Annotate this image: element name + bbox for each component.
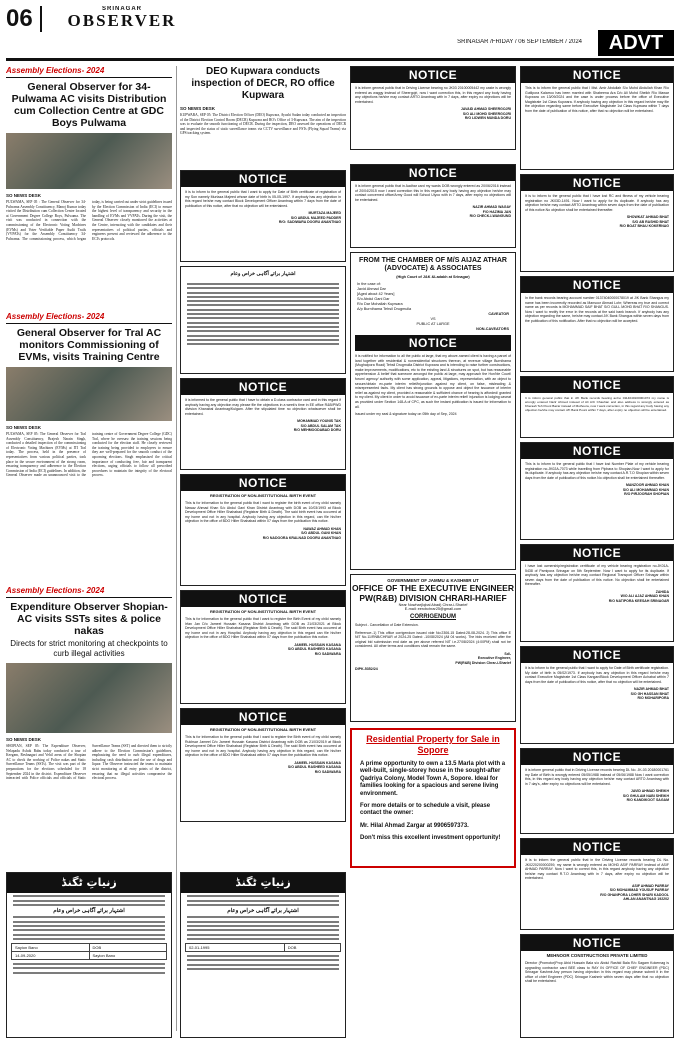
notice-bank-address [520, 376, 674, 438]
masthead-logo [58, 6, 186, 34]
sig-line: S/O ABDUL MAJEED PADDER [290, 215, 341, 220]
sig-line: SHOWKAT AHMAD BHAT [626, 215, 669, 220]
notice-subtitle: MEHNOOR CONSTRUCTIONS PRIVATE LIMITED [546, 953, 648, 958]
chamber-issued: Issued under my seal & signature today on 05th day of Sep, 2024 [355, 412, 457, 417]
case-line: R/o Dar Mohallah Kupwara [357, 302, 403, 306]
urdu-ad-right [180, 872, 346, 1038]
urdu-ad-title: زنیاتِ ٹگنڈ [61, 876, 117, 889]
urdu-ad-headline: اشتہار برائے آگاہی خراص وعام [53, 908, 125, 915]
notice-text: It is inform general public that in Aadhar card my wards DOB wrongly entered as 20/06/2016 instead of 20/04/2015 now I want correction this in this regard any body having any objection he/she may contact concerned office/Army Good will School Uiyoo with in 7 days, after expiry no objections will be entertained. [355, 184, 511, 202]
corrigendum-signature [351, 652, 515, 668]
story-byline: SO NEWS DESK [6, 193, 42, 198]
notice-birth-irfan [180, 590, 346, 704]
case-line: NON-CAVEATORS [476, 327, 509, 331]
urdu-text-block [181, 283, 345, 345]
story-photo [6, 367, 172, 421]
notice-text: It is to inform to the general public that I have lost RC and fitness of my vehicle bearing registration no JK03D-1491. Now I want to apply for its duplicate. If anybody has any objection he/she may contact ARTO Anantnag within seven days from the date of publication of this notice.No objection shall be entertained thereafter. [525, 194, 669, 212]
sig-line: S/O ALI MOHAMMAD KHAN [622, 487, 669, 492]
notice-aadhar-dob [350, 164, 516, 248]
notice-title: NOTICE [181, 379, 345, 395]
notice-title: NOTICE [181, 591, 345, 607]
notice-text: Director (Promotor)Prop Abid Hussain Bala s/o Abdul Rashid Bala R/o Sagam Kokernag is upgrading contractor card BEE class to RAY IN OFFICE OF CHIEF ENGINEER (PDC) Srinagar Kashmir.Any person having objection in this regard may please submit it in the office of chief Engineer (PDC) Srinagar Kashmir within seven days after that no objection shall be entertained. [525, 961, 669, 984]
sig-line: R/O MOHARIPORA [637, 696, 669, 701]
notice-signature [181, 419, 345, 435]
table-cell: 02-01-1995 [186, 943, 285, 951]
notice-birth-rukhsar [180, 708, 346, 822]
sig-line: R/O SADIWARA [314, 651, 341, 656]
urdu-ad-headline: اشتہار برائے آگاہی خراص وعام [227, 908, 299, 915]
notice-title: NOTICE [351, 165, 515, 181]
sig-line: R/O CHECK-I-WANGUND [469, 214, 511, 219]
story-headline: General Observer for 34-Pulwama AC visits Distribution cum Collection Centre at GDC Boys Pulwama [11, 81, 167, 129]
urdu-text-block [7, 916, 171, 939]
notice-text: In the bank records bearing account number 01374040000078019 at J/K Bank Shangus my name has been incorrectly recorded as Mansoor Ahmad Lohr; Whereas my true and correct name as per records is MOHAMMAD SAIF BHAT S/O GULL MOHD BHAT R/O SHANGUS. Now I want to rectify the error in the records at the said bank branch. If anybody has any objection regarding the same, he/she may contact J/K Bank Shangus within seven days from the publication of this notification. After that no objection will be accepted. [525, 296, 669, 323]
notice-subtitle: REGISTRATION OF NON-INSTITUTIONAL BIRTH EVENT [209, 493, 317, 498]
notice-dl-name [520, 838, 674, 930]
story-body: SHOPIAN, SEP 05: The Expenditure Observer, Nelapadu Ashok Babu today conducted a tour of Keegam, Reshnagari and Vehil areas of the Shopian AC to check the working of Police nakas and Static Surveillance Teams (SSTs). The visit was part of the preparations for the elections scheduled for 18 September 2024 in the district. Expenditure Observer interacted with Police officials and officials of Static Surveillance Teams (SST) and directed them to strictly adhere to the Election Commission's guidelines, emphasizing the need to curb illegal expenditures, including cash distribution and the use of drugs and liquor. The Observer instructed the teams to maintain strict monitoring at all entry points of the district, ensuring that no illegal activities compromise the electoral process. [6, 744, 172, 781]
notice-mehnoor [520, 934, 674, 1038]
notice-text: It is informed to the general public that I have to obtain a D-class contractor card and in this regard if anybody having any objection may please file the objections in a week's time in EE office R&B/PWD division Khanabal Anantnag/Kulgam. After the stipulated time no objection whatsoever shall be entertained. [185, 398, 341, 416]
notice-text: It is inform general public that in Driving License records bearing DL No. JK-03 20180001761 my Date of Birth is wrongly entered 05/05/1988 instead of 05/06/1988 Now I want correction this, in this regard any body having any objection he/she may contact ARTO Anantnag with in 7 day's, after expiry no objections will be entertained. [525, 768, 669, 786]
property-title: Residential Property for Sale in Sopore [366, 734, 500, 755]
case-line: [Aged about 42 Years] [357, 292, 395, 296]
notice-text: This is for information to the general public that I want to register the Birth Event of my child namely Irfan Jan D/o Jameel Hussain Kasana District Anantnag with DOB as 21/03/2021 at Block Development Office Hiller Shahabad (Registrar Birth & Death). The said Birth event has occurred at my home and not in any Hospital. Anybody having any objection in this regard can file his/her objection in the office of BDO Hiller Shahabad within 07 days from the publication this notice. [185, 617, 341, 640]
gov-email: E-mail: eercbchrar25@gmail.com [404, 607, 462, 611]
notice-text: It is to inform to the general public that I want to apply for Date of Birth certificate of registration of my Son namely Murtaza Majeed whose date of birth is 05-05-1997. If anybody has any objection in this regard he/she may contact Block Development Officer Anantnag within 7 days from the date of publication of this notice, after that no objection will be entertained. [185, 190, 341, 208]
notice-title: NOTICE [521, 277, 673, 293]
case-line: PUBLIC AT LARGE [416, 322, 450, 326]
gov-address: Near Nowhar(Iqbal Abad) Chrar-i-Sharief [398, 603, 468, 607]
chamber-court: (High Court of J&K &Ladakh at Srinagar) [396, 275, 470, 279]
sig-line: S/O ABDUL SALAM TAK [300, 423, 341, 428]
notice-signature [181, 527, 345, 543]
notice-lost-rc [520, 174, 674, 272]
corrigendum-text: Reference:-1) This office corrigendum issued vide No:2306-15 Dated:28-08-2024. 2) This office E NIT No.11/RNB/CHRAR of 2024-25 Dated: -10/08/2024 (All 04 works). The bids received after the original bid submission end date as per above referred NIT i.e.27/08/2024 (4:00PM) shall not be considered. All other terms and conditions shall remain the same. [355, 630, 511, 649]
sig-line: S/O GHULAM NABI SHEIKH [622, 793, 669, 798]
story-body: PULWAMA, SEP 05: The General Observer for Tral Assembly Constituency, Brajesh Narain Singh, conducted a detailed inspection of the commissioning of Electronic Voting Machines (EVMs) at ITI Tral today. The process, held in the presence of representatives from various political parties, took place in the secure environment of the strong room, ensuring transparency and adherence to the Election Commission of India (ECI) guidelines. In addition, the General Observer made an unannounced visit to the training centre of Government Degree College (GDC) Tral, where he oversaw the training sessions being conducted for the election staff. He closely reviewed the training being provided to employees to ensure they are well-prepared for the smooth conduct of the upcoming elections. Singh emphasized the critical importance of conducting free, fair and transparent elections, urging officials to follow all prescribed procedures to maintain the integrity of the electoral process. [6, 432, 172, 478]
case-line: A/p Burnihama Tehsil Drugmulla [357, 307, 412, 311]
notice-caste-correction [350, 66, 516, 150]
notice-title: NOTICE [521, 67, 673, 83]
notice-birth-murtaza [180, 170, 346, 262]
urdu-ad-header [7, 873, 171, 893]
story-headline: General Observer for Tral AC monitors Commissioning of EVMs, visits Training Centre [16, 327, 162, 363]
notice-title: NOTICE [181, 475, 345, 491]
sig-line: AHLAN ANANTNAG 192202 [623, 897, 669, 902]
sig-line: S/O GH HASSAN BHAT [630, 691, 669, 696]
sig-line: R/O SADIWARA [314, 769, 341, 774]
sig-line: MURTAZA MAJEED [308, 211, 341, 216]
header-rule [6, 58, 674, 61]
sig-line: S/O ABDUL RASHEED KASANA [287, 647, 341, 652]
notice-signature [521, 687, 673, 703]
urdu-notice [180, 266, 346, 374]
notice-title: NOTICE [521, 839, 673, 855]
notice-signature [181, 761, 345, 777]
sig-line: W/O ALI AJAZ AHMAD KHAN [620, 594, 669, 599]
story-body: KUPWARA, SEP 05: The District Election Officer (DEO) Kupwara, Ayushi Sudan today conducted an inspection of the District Election Control Room (DECR) Kupwara and RO's Office of 3-Kupwara. The aim of the inspection was to evaluate the smooth functioning of DECR. During the inspection, DEO assessed the operations of DECR and inspected the status of static surveillance teams via CCTV surveillance and FSTs (Flying Squad Teams) via GPS tracking system. [180, 113, 346, 136]
urdu-text-block [7, 963, 171, 974]
case-line: VS [430, 317, 436, 321]
sig-line: PW(R&B) Division Chrar-i-Sharief [455, 660, 511, 665]
urdu-ad-header [181, 873, 345, 893]
sig-line: R/O KANDIKOOT SAGAM [626, 798, 669, 803]
table-cell: 14-09-2020 [12, 951, 90, 959]
story-byline: SO NEWS DESK [6, 737, 42, 742]
notice-text: This is to inform the general public that I Mst. Amir Abdullah S/o Mohd Abdullah Khan R/o Gutlipora Kalarroo has been married with Shabeena Ara D/o Ali Mohd Sheikh R/o Mawar Kupwara on 13/09/2024 and the case is under process before the office of Executive Magistrate 1st Class Kupwara. If anybody having any objection in this regard he/she may file the objection regarding same before Executive Magistrate 1st Class Kupwara within 7 days from the date of publication of this notice, after that no objection will be entertained. [525, 86, 669, 113]
story-body: PULWAMA, SEP 05 : The General Observer for 34-Pulwama Assembly Constituency, Manoj Kumar today visited the Distribution cum Collection Centre located at Government Degree College Boys, Pulwama. The visit was conducted in connection with the commissioning of the Electronic Voting Machines (EVMs) and Voter Verifiable Paper Audit Trails (VVPATs) for the Assembly Constituency 34-Pulwama. The commissioning process, which began today, is being carried out under strict guidelines issued by the Election Commission of India (ECI) to ensure the highest level of transparency and security in the handling of EVMs and VVPATs. During the visit, the General Observer closely monitored the activities at the Centre, interacting with the candidates and their representatives of political parties, officials and engineers present and reviewed the adherence to the ECI's protocols. [6, 200, 172, 241]
sig-line: ZAHIDA [655, 589, 669, 594]
table-cell: Sayion Bano [12, 943, 90, 951]
notice-number-plate [520, 442, 674, 540]
sig-line: R/O GHANPORA LOHER SHARI KADOOL [600, 892, 669, 897]
table-cell: DOB [89, 943, 167, 951]
notice-title: NOTICE [181, 709, 345, 725]
masthead-divider [40, 6, 42, 32]
notice-contractor-card [180, 378, 346, 470]
sig-line: R/O PIRJOORAH SHOPIAN [624, 492, 669, 497]
notice-signature [521, 789, 673, 805]
notice-signature [521, 215, 673, 231]
dateline: SRINAGAR /FRIDAY / 06 SEPTEMBER / 2024 [457, 39, 582, 45]
sig-line: S/O AB RASHID BHAT [632, 219, 669, 224]
sig-line: S/O ABDUL RASHEED KASANA [287, 765, 341, 770]
case-line: S/o Abdul Gani Dar [357, 297, 390, 301]
story-photo [6, 663, 172, 733]
section-label: ADVT [598, 30, 674, 56]
property-contact: For more details or to schedule a visit, please contact the owner: [360, 803, 491, 817]
story-shopian [6, 586, 172, 876]
kicker-rule [6, 77, 172, 78]
chamber-title: FROM THE CHAMBER OF M/S AIJAZ ATHAR (ADVOCATE) & ASSOCIATES [359, 257, 507, 272]
gov-office: OFFICE OF THE EXECUTIVE ENGINEER PW(R&B) DIVISION CHRARI-HARIEF [352, 583, 514, 603]
table-cell: DOB [284, 943, 340, 951]
story-tral [6, 312, 172, 560]
notice-subtitle: REGISTRATION OF NON-INSTITUTIONAL BIRTH EVENT [209, 727, 317, 732]
urdu-text-block [7, 895, 171, 906]
urdu-notice-title: اشتہار برائے آگاہی خراص وعام [230, 271, 296, 277]
story-kicker: Assembly Elections- 2024 [6, 312, 105, 321]
column-separator [176, 66, 177, 1031]
sig-line: R/O: SADIWARA DOORU ANANTNAG [278, 220, 341, 225]
urdu-ad-table [11, 943, 167, 960]
notice-title: NOTICE [355, 335, 511, 351]
sig-line: R/O LIDWEN MUNDA DORU [464, 116, 511, 121]
story-byline: SO NEWS DESK [6, 425, 42, 430]
urdu-ad-left [6, 872, 172, 1038]
urdu-ad-title: زنیاتِ ٹگنڈ [235, 876, 291, 889]
case-line: In the case of: [357, 282, 381, 286]
logo-big: OBSERVER [67, 11, 177, 30]
story-headline: DEO Kupwara conducts inspection of DECR, RO office Kupwara [191, 66, 335, 101]
sig-line: ASIF AHMAD PARRAY [631, 883, 669, 888]
chamber-caveat-notice [350, 252, 516, 570]
logo-small: SRINAGAR [101, 6, 142, 12]
notice-dl-dob [520, 748, 674, 834]
notice-title: NOTICE [181, 171, 345, 187]
sig-line: S/O ABDUL GANI KHAN [301, 531, 341, 536]
story-kicker: Assembly Elections- 2024 [6, 586, 105, 595]
sig-line: F/O HAZIMA JAN [482, 209, 511, 214]
sig-line: Executive Engineer, [477, 656, 511, 661]
chamber-text: It is notified for information to all the public at large, that my above-named client is having a parcel of land together with residential & nonresidential structures thereon, at revenue village Burnihama (Mughalpora Road) Tehsil Drugmulla District Kupwara and is intending to raise further constructions, make improvements, modifications, etc to the existing land & structures on spot, but has reasonable apprehension & belief that someone amongst the public at large, may approach the Hon'ble Court/ forum/ agency/ authority with some application, appeal, litigations, representation, with an object to secure/obtain ex-parte interim relief/injunction against my client, on false, misleading & misrepresented facts. My client has strong grounds to oppose and object the issuance of interim relief as against my client, provided a reasonable & sufficient chance of hearing is afforded/ granted to my client. My client in order to avoid issuance of ex-parte interim relief/ injunction is lodging caveat as provided under Section 148-A of CPC, as such the instant publication is issued for information to all. [355, 354, 511, 409]
notice-signature [351, 205, 515, 221]
property-owner: Mr. Hilal Ahmad Zargar at 9906597373. [360, 822, 469, 829]
notice-signature [521, 483, 673, 499]
case-line: Javid Ahmad Dar [357, 287, 386, 291]
story-byline: SO NEWS DESK [180, 106, 216, 111]
notice-title: NOTICE [521, 377, 673, 393]
sig-line: R/O BOAT BHAU KOKERNAG [619, 224, 669, 229]
story-pulwama [6, 66, 172, 306]
notice-signature [521, 884, 673, 904]
notice-birth-nawaz [180, 474, 346, 586]
sig-line: JAMEEL HUSSAIN KASANA [294, 642, 341, 647]
notice-title: NOTICE [521, 749, 673, 765]
sig-line: S/O ALI MOHD SHEERGOJRI [462, 111, 511, 116]
urdu-text-block [181, 955, 345, 970]
notice-signature [181, 643, 345, 659]
sig-line: MOHAMMAD YOUNIS TAK [297, 419, 341, 424]
sig-line: JAVAID AHMAD SHEERGOJRI [460, 107, 511, 112]
notice-dob-nazir [520, 646, 674, 744]
sig-line: NAZIR AHMAD BHAT [634, 687, 669, 692]
urdu-text-block [181, 916, 345, 939]
page-number: 06 [6, 5, 33, 32]
notice-text: It is to inform to the general public that I want to apply for Date of Birth certificate registration. My date of birth is 05/02/1973. If anybody has any objection in this regard he/she may contact Executive Magistrate 1st Class Kangan/Block Development Officer Achabal within 7 days from the date of publication of this notice, after that no objection will be entertained. [525, 666, 669, 684]
gov-corrigendum [350, 574, 516, 722]
story-kicker: Assembly Elections- 2024 [6, 66, 105, 75]
story-kupwara [180, 66, 346, 166]
property-text: A prime opportunity to own a 13.5 Marla plot with a well-built, single-storey house in the sought-after Qadriya Colony, Model Town A, Sopore. Ideal for families looking for a spacious and serene living environment. [360, 761, 506, 797]
story-headline: Expenditure Observer Shopian-AC visits SSTs sites & police nakas [10, 601, 168, 637]
notice-signature [351, 107, 515, 123]
sig-line: NAWAZ AHMAD KHAN [303, 526, 341, 531]
sig-line: R/O MEHMOODABAD DORU [293, 428, 341, 433]
notice-lost-ownership [520, 544, 674, 642]
property-cta: Don't miss this excellent investment opportunity! [360, 835, 501, 842]
corrigendum-title: CORRIGENDUM [410, 614, 456, 620]
case-details [351, 279, 515, 335]
sig-line: S/O MOHAMMAD YOUSUF PARRAY [609, 888, 669, 893]
table-cell: Sayion Bano [89, 951, 167, 959]
urdu-ad-table [185, 943, 341, 952]
notice-signature [521, 590, 673, 606]
notice-text: It is inform general public that in Driving License bearing no JK03 20100005442 my caste is wrongly entered as waggy instead of Sheergojri, now I want correction this, in this regard any body having any objections he/she may contact ARTO Anantnag with in 7 days, after expiry no objections will be entertained. [355, 86, 511, 104]
story-subhead: Directs for strict monitoring at checkpoints to curb illegal activities [10, 639, 168, 658]
sig-line: NAZIR AHMAD WAGAY [472, 205, 511, 210]
notice-marriage [520, 66, 674, 170]
notice-title: NOTICE [521, 545, 673, 561]
case-line: CAVEATOR [488, 312, 509, 316]
notice-bank-name [520, 276, 674, 372]
notice-title: NOTICE [521, 443, 673, 459]
notice-subtitle: REGISTRATION OF NON-INSTITUTIONAL BIRTH EVENT [209, 609, 317, 614]
sig-line: Sd/- [504, 651, 511, 656]
notice-text: It is inform general public that in J/K Bank records bearing ac/no 0114040100001074 my name is wrongly entered Nazir Ahmed instead of Ali A/C Chauhan and also address is wrongly entered as Kheraah Teh Pouni Bazar instead of Muthoora, now I want correction, in this regard any body having any objection he/she may contact J/K Bank Pouni within 7 days, after expiry no objection will be entertained. [525, 396, 669, 412]
notice-text: It is to inform the general public that in the Driving License records bearing DL No. JK0220200000259, my name is wrongly entered as MOHD ASIF PARRAY instead of ASIF AHMAD PARRAY. Now I want to correct this, in this regard anybody having any objection he/she may contact R.T.O Anantnag with in 7 days, after expiry no objection will be entertained. [525, 858, 669, 881]
notice-text: This is for information to the general public that I want to register the Birth event of my child namely Rukhsar Jameel D/o Jameel Hussain Kasana District Anantnag with DOB as 21/03/2019 at Block Development Office Hiller Shahabad (Registrar Birth & Death). The said Birth event has occurred at my home and not in any hospital. Anybody having any objection in this regard, can file his/her objection in the office of BDO Hiller Shahabad within 07 days from the publication this notice. [185, 735, 341, 758]
notice-title: NOTICE [521, 935, 673, 951]
sig-line: MANZOOR AHMAD KHAN [625, 483, 669, 488]
notice-signature [181, 211, 345, 227]
gov-line1: GOVERNMENT OF JAMMU & KASHMIR UT [387, 578, 479, 583]
urdu-text-block [181, 895, 345, 906]
corrigendum-subject: Subject - Cancellation of Date Extension. [355, 623, 419, 627]
notice-text: This is to inform to the general public that I have lost Number Plate of my vehicle bearing registration no.JK02A-7073 while travelling from Pipbara to Shopian.Now I want to apply for its duplicate. If anybody has any objection he/she may contact A.R.T.O Shopian within seven days from the date of publication of this notice.No objection shall be entertained thereafter. [525, 462, 669, 480]
sig-line: JAVID AHMAD SHEIKH [630, 789, 669, 794]
dipk-ref: DIPK-5352/24 [355, 667, 378, 672]
notice-title: NOTICE [521, 175, 673, 191]
kicker-rule [6, 323, 172, 324]
sig-line: R/O NADOORA KRALNAD DOORU ANANTNAG [262, 535, 341, 540]
story-photo [6, 133, 172, 189]
property-sale-ad [350, 728, 516, 868]
notice-text: This is for information to the general public that I want to register the birth event of my child namely Nawaz Ahmad Khan S/o Abdul Gani Khan District Anantnag with DOB as 10/03/1993 at Block Development Office Hiller Shahabad (Registrar Birth & Death). The said birth event has occurred at my home and not in any hospital. Anybody having any objection in this regard, can file his/her objection in the office of BDO Hiller Shahabad within 07 days from the publication this notice. [185, 501, 341, 524]
notice-title: NOTICE [351, 67, 515, 83]
kicker-rule [6, 597, 172, 598]
sig-line: JAMEEL HUSSAIN KASANA [294, 760, 341, 765]
notice-text: I have lost ownership/registration certificate of my vehicle bearing registration no.JK01A-5438 of Pamipora Srinagar on 5th September. Now I want to apply for its duplicate. If anybody has any objection he/she may contact Regional Transport Officer Srinagar within seven days from the date of publication of this notice. No objection shall be entertained thereafter. [525, 564, 669, 587]
notice-title: NOTICE [521, 647, 673, 663]
sig-line: R/O NATIPORA KEESAH SRINAGAR [608, 598, 669, 603]
